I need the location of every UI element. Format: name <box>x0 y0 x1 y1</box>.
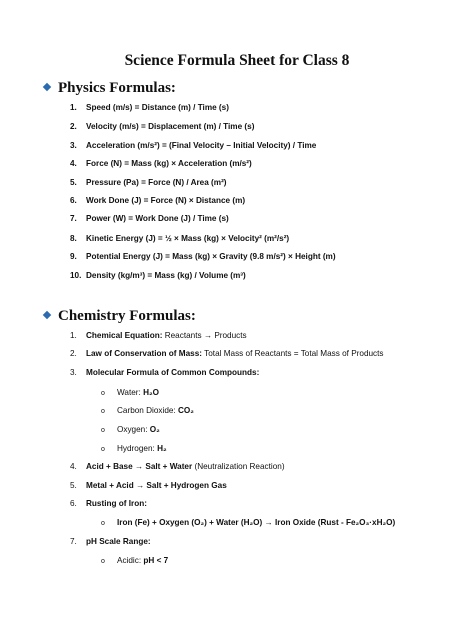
physics-item: 2. Velocity (m/s) = Displacement (m) / Time (s) <box>70 122 255 131</box>
compound-item: o Hydrogen: H₂ <box>101 444 167 453</box>
physics-item: 8. Kinetic Energy (J) = ½ × Mass (kg) × Velocity² (m²/s²) <box>70 234 290 243</box>
compound-item: o Oxygen: O₂ <box>101 425 160 434</box>
physics-item: 5. Pressure (Pa) = Force (N) / Area (m²) <box>70 178 227 187</box>
chemistry-item: 2. Law of Conservation of Mass: Total Mass of Reactants = Total Mass of Products <box>70 349 384 358</box>
rust-equation: o Iron (Fe) + Oxygen (O₂) + Water (H₂O) → Iron Oxide (Rust - Fe₂O₃·xH₂O) <box>101 518 396 527</box>
chemistry-heading-text: Chemistry Formulas: <box>58 308 196 324</box>
physics-item: 1. Speed (m/s) = Distance (m) / Time (s) <box>70 103 229 112</box>
physics-item: 9. Potential Energy (J) = Mass (kg) × Gravity (9.8 m/s²) × Height (m) <box>70 252 336 261</box>
physics-item: 4. Force (N) = Mass (kg) × Acceleration (m/s²) <box>70 159 252 168</box>
diamond-bullet-icon <box>43 83 51 91</box>
diamond-bullet-icon <box>43 311 51 319</box>
physics-item: 7. Power (W) = Work Done (J) / Time (s) <box>70 214 229 223</box>
compound-item: o Carbon Dioxide: CO₂ <box>101 406 194 415</box>
ph-item: o Acidic: pH < 7 <box>101 556 169 565</box>
physics-heading <box>58 80 176 97</box>
physics-heading-text: Physics Formulas: <box>58 80 176 96</box>
chemistry-item: 3. Molecular Formula of Common Compounds: <box>70 368 260 377</box>
chemistry-heading <box>58 308 196 325</box>
page-title: Science Formula Sheet for Class 8 <box>124 52 350 69</box>
physics-item: 6. Work Done (J) = Force (N) × Distance (m) <box>70 196 246 205</box>
chemistry-item: 1. Chemical Equation: Reactants → Products <box>70 331 247 340</box>
chemistry-item: 6. Rusting of Iron: <box>70 499 147 508</box>
physics-item: 10. Density (kg/m³) = Mass (kg) / Volume (m³) <box>70 271 246 280</box>
chemistry-item: 5. Metal + Acid → Salt + Hydrogen Gas <box>70 481 227 490</box>
chemistry-item: 7. pH Scale Range: <box>70 537 151 546</box>
compound-item: o Water: H₂O <box>101 388 160 397</box>
chemistry-item: 4. Acid + Base → Salt + Water (Neutralization Reaction) <box>70 462 285 471</box>
physics-item: 3. Acceleration (m/s²) = (Final Velocity – Initial Velocity) / Time <box>70 141 317 150</box>
